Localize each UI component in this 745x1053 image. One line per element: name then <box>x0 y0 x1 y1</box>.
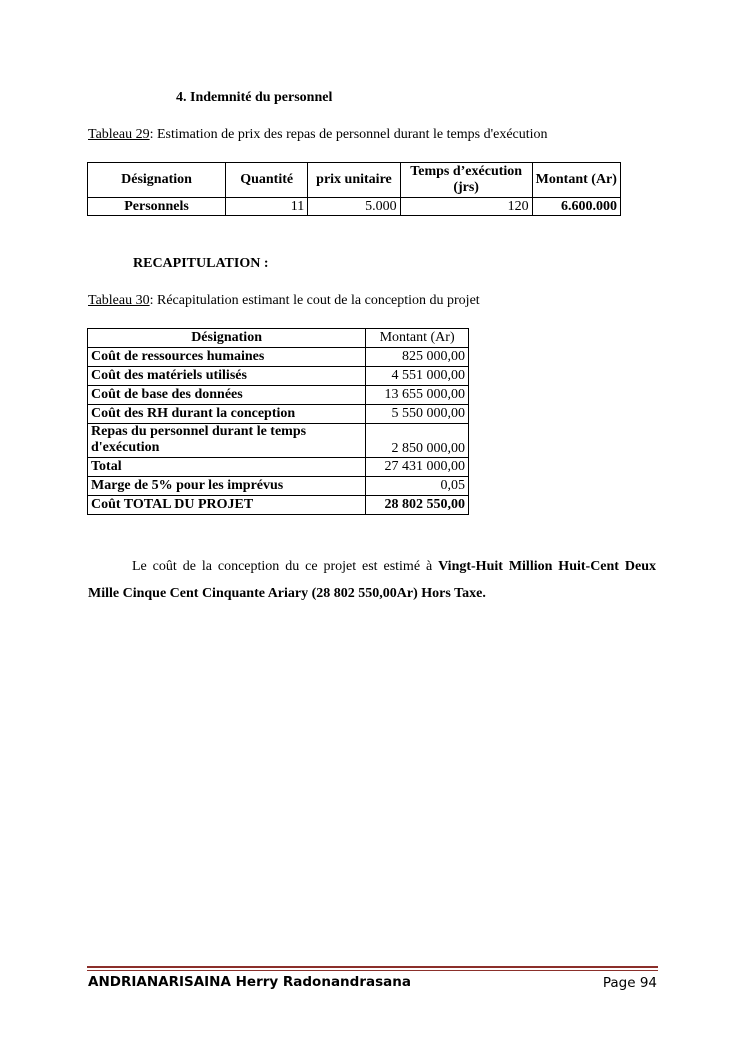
table-cell: 11 <box>226 198 308 216</box>
table-29-caption <box>88 127 548 143</box>
table-row <box>88 424 469 458</box>
table-cell: 825 000,00 <box>366 348 469 367</box>
table-row <box>88 198 621 216</box>
table-cell: Total <box>88 458 366 477</box>
table-cell: 28 802 550,00 <box>366 496 469 515</box>
table-cell: 6.600.000 <box>532 198 620 216</box>
table-30-header: Désignation <box>88 329 366 348</box>
table-30 <box>87 328 469 515</box>
table-30-caption <box>88 293 480 309</box>
footer-author: ANDRIANARISAINA Herry Radonandrasana <box>88 974 411 990</box>
table-30-header-row <box>88 329 469 348</box>
footer-rule <box>87 966 658 968</box>
table-29-caption-text: : Estimation de prix des repas de personnel durant le temps d'exécution <box>149 127 548 142</box>
table-row <box>88 496 469 515</box>
table-29 <box>87 162 621 216</box>
table-cell: Coût des RH durant la conception <box>88 405 366 424</box>
table-cell: Repas du personnel durant le temps d'exécution <box>88 424 366 458</box>
table-cell: Coût des matériels utilisés <box>88 367 366 386</box>
footer-rule <box>87 970 658 971</box>
section-title: 4. Indemnité du personnel <box>176 90 333 105</box>
table-cell: Coût de ressources humaines <box>88 348 366 367</box>
table-cell: 2 850 000,00 <box>366 424 469 458</box>
table-cell: 13 655 000,00 <box>366 386 469 405</box>
table-29-header: Désignation <box>88 163 226 198</box>
table-row <box>88 386 469 405</box>
table-30-header: Montant (Ar) <box>366 329 469 348</box>
table-cell: 0,05 <box>366 477 469 496</box>
table-cell: 5.000 <box>308 198 400 216</box>
table-cell: 27 431 000,00 <box>366 458 469 477</box>
table-row <box>88 458 469 477</box>
table-row <box>88 405 469 424</box>
table-30-caption-label: Tableau 30 <box>88 293 150 308</box>
table-29-header: Montant (Ar) <box>532 163 620 198</box>
conclusion-amount: Vingt-Huit Million Huit-Cent Deux Mille Cinque Cent Cinquante Ariary (28 802 550,00Ar) Hors Taxe. <box>88 559 656 601</box>
table-cell: 4 551 000,00 <box>366 367 469 386</box>
conclusion-intro: Le coût de la conception du ce projet est estimé à <box>132 559 439 574</box>
table-row <box>88 367 469 386</box>
conclusion-paragraph <box>88 553 656 607</box>
table-29-header: prix unitaire <box>308 163 400 198</box>
table-30-caption-text: : Récapitulation estimant le cout de la conception du projet <box>149 293 480 308</box>
table-cell: Marge de 5% pour les imprévus <box>88 477 366 496</box>
table-29-header: Temps d’exécution (jrs) <box>400 163 532 198</box>
table-cell: 5 550 000,00 <box>366 405 469 424</box>
table-cell: Coût TOTAL DU PROJET <box>88 496 366 515</box>
footer-page-number: Page 94 <box>602 975 657 991</box>
table-row <box>88 477 469 496</box>
table-cell: Personnels <box>88 198 226 216</box>
table-row <box>88 348 469 367</box>
table-29-header: Quantité <box>226 163 308 198</box>
table-cell: 120 <box>400 198 532 216</box>
table-29-caption-label: Tableau 29 <box>88 127 150 142</box>
table-29-header-row <box>88 163 621 198</box>
table-cell: Coût de base des données <box>88 386 366 405</box>
recap-title: RECAPITULATION : <box>133 256 269 271</box>
